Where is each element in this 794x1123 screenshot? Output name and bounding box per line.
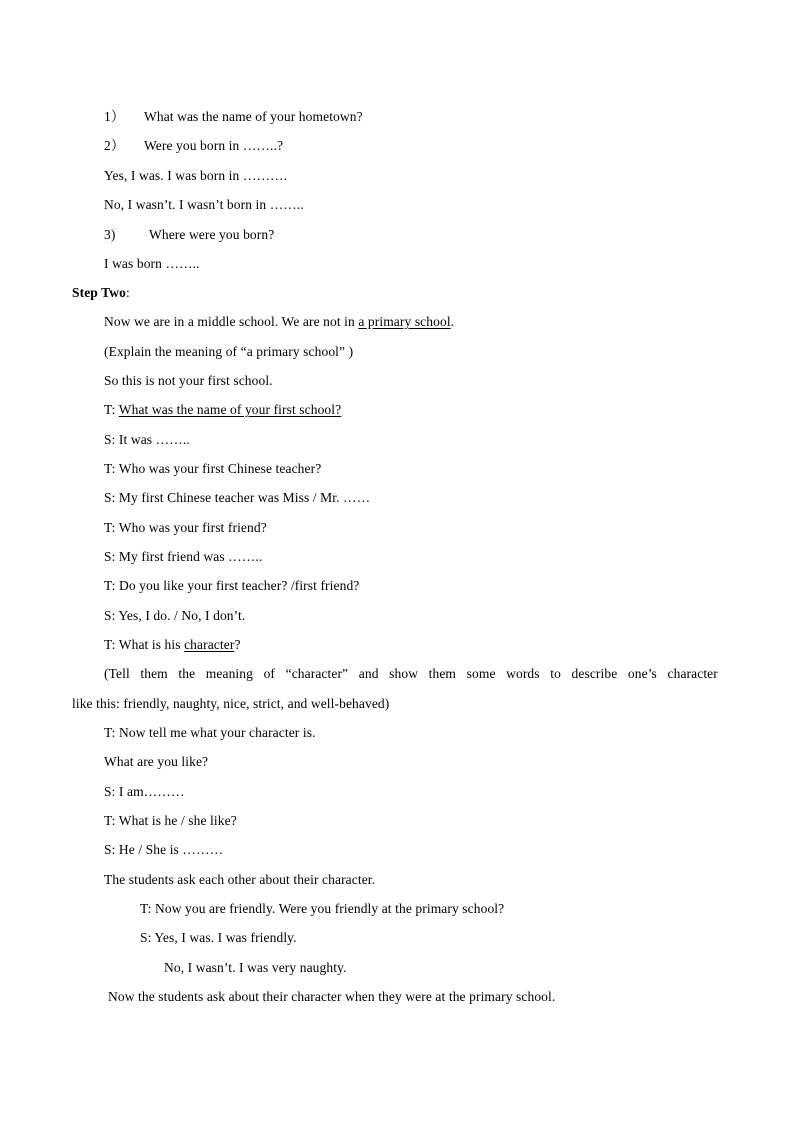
- sentence-2: (Explain the meaning of “a primary school” ): [104, 344, 354, 359]
- sentence-text: Now we are in a middle school. We are not in: [104, 314, 359, 329]
- sentence-text: T: What is his: [104, 637, 185, 652]
- question-2: [104, 138, 283, 154]
- sentence-8: T: Who was your first friend?: [104, 520, 267, 535]
- sentence-5: S: It was ……..: [104, 432, 190, 447]
- sentence-17: S: I am………: [104, 784, 185, 799]
- word: them: [428, 666, 457, 681]
- word: some: [466, 666, 496, 681]
- underlined-phrase: What was the name of your first school?: [118, 402, 342, 417]
- underlined-word: character: [184, 637, 235, 652]
- word: them: [140, 666, 168, 681]
- sentence-4: [104, 402, 341, 418]
- sentence-11: S: Yes, I do. / No, I don’t.: [104, 608, 246, 623]
- word: words: [506, 666, 540, 681]
- answer-3: I was born ……..: [104, 256, 200, 271]
- sentence-16: What are you like?: [104, 754, 209, 769]
- word: “character”: [285, 666, 349, 681]
- answer-2-no: No, I wasn’t. I wasn’t born in ……..: [104, 197, 304, 212]
- sentence-23: No, I wasn’t. I was very naughty.: [164, 960, 347, 975]
- question-3: [104, 227, 274, 243]
- question-number: 2）: [104, 138, 125, 153]
- step-two-colon: :: [125, 285, 130, 300]
- sentence-15: T: Now tell me what your character is.: [104, 725, 316, 740]
- question-text: Where were you born?: [149, 227, 275, 242]
- sentence-18: T: What is he / she like?: [104, 813, 237, 828]
- sentence-10: T: Do you like your first teacher? /first friend?: [104, 578, 360, 593]
- speaker-label: T:: [104, 402, 119, 417]
- word: to: [550, 666, 561, 681]
- word: and: [358, 666, 379, 681]
- sentence-12: [104, 637, 241, 653]
- sentence-22: S: Yes, I was. I was friendly.: [140, 930, 297, 945]
- sentence-text: .: [450, 314, 455, 329]
- sentence-20: The students ask each other about their character.: [104, 872, 376, 887]
- sentence-3: So this is not your first school.: [104, 373, 273, 388]
- question-number: 3): [104, 227, 116, 242]
- sentence-19: S: He / She is ………: [104, 842, 224, 857]
- word: describe: [571, 666, 618, 681]
- sentence-14: like this: friendly, naughty, nice, strict, and well-behaved): [72, 696, 390, 711]
- question-1: [104, 109, 363, 125]
- sentence-24: Now the students ask about their character when they were at the primary school.: [108, 989, 556, 1004]
- sentence-6: T: Who was your first Chinese teacher?: [104, 461, 322, 476]
- sentence-9: S: My first friend was ……..: [104, 549, 263, 564]
- word: show: [389, 666, 419, 681]
- word: the: [178, 666, 196, 681]
- word: (Tell: [104, 666, 130, 681]
- sentence-1: [104, 314, 454, 330]
- word: character: [667, 666, 718, 681]
- step-two-title: Step Two: [72, 285, 126, 300]
- question-text: Were you born in ……..?: [144, 138, 284, 153]
- word: meaning: [205, 666, 253, 681]
- question-number: 1）: [104, 109, 125, 124]
- sentence-21: T: Now you are friendly. Were you friendly at the primary school?: [140, 901, 505, 916]
- sentence-7: S: My first Chinese teacher was Miss / Mr. ……: [104, 490, 371, 505]
- word: of: [263, 666, 276, 681]
- answer-2-yes: Yes, I was. I was born in ……….: [104, 168, 288, 183]
- word: one’s: [627, 666, 657, 681]
- sentence-text: ?: [234, 637, 241, 652]
- step-two-heading: [72, 285, 130, 301]
- question-text: What was the name of your hometown?: [144, 109, 363, 124]
- underlined-phrase: a primary school: [358, 314, 451, 329]
- sentence-13: [104, 666, 718, 682]
